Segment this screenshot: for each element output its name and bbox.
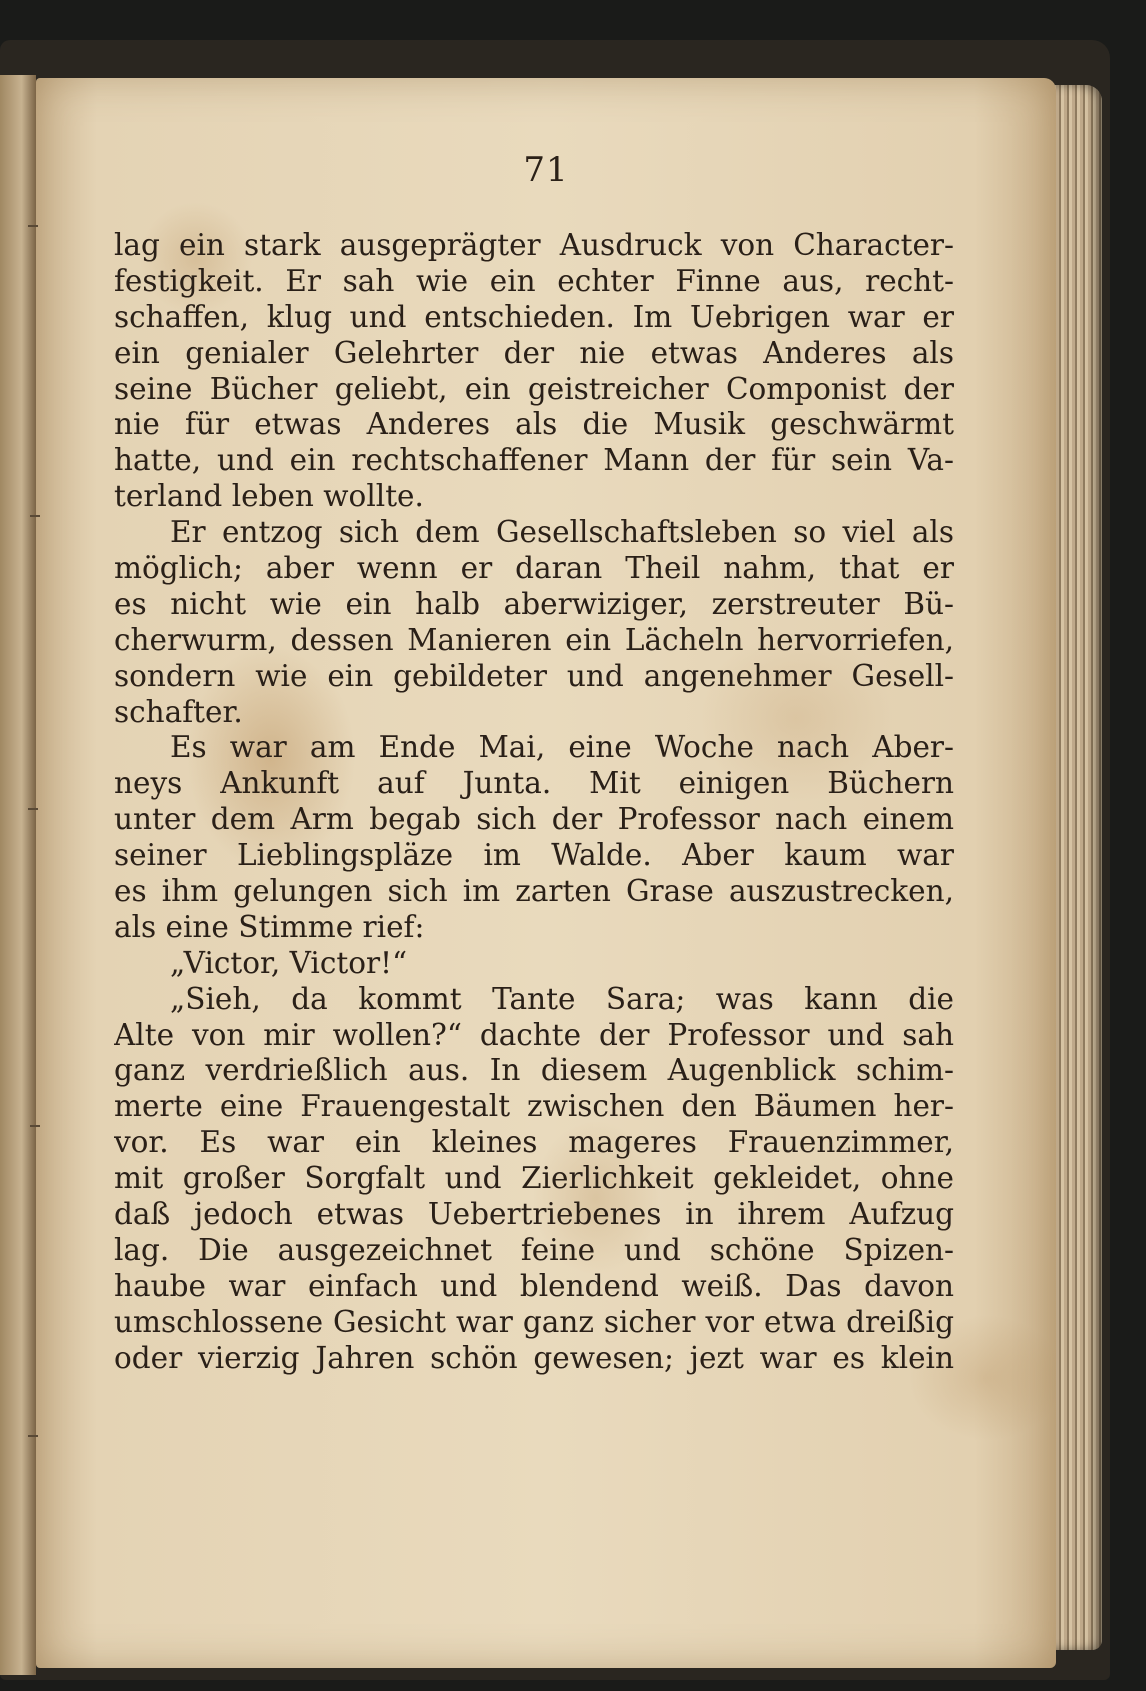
text-line: terland leben wollte. [114,479,424,514]
text-line: haube war einfach und blendend weiß. Das davon [114,1268,954,1303]
text-line: cherwurm, dessen Manieren ein Lächeln hervorriefen, [114,622,954,657]
gutter-mark [28,808,38,810]
book-page [36,78,1056,1668]
text-line: daß jedoch etwas Uebertriebenes in ihrem Aufzug [114,1197,954,1232]
gutter-mark [28,1435,38,1437]
text-line: lag. Die ausgezeichnet feine und schöne Spizen- [114,1232,954,1267]
text-line: unter dem Arm begab sich der Professor nach einem [114,802,954,837]
gutter-mark [28,225,38,227]
text-line: als eine Stimme rief: [114,909,425,944]
text-line: neys Ankunft auf Junta. Mit einigen Büchern [114,766,954,801]
text-line: merte eine Frauengestalt zwischen den Bäumen her- [114,1089,954,1124]
text-line: lag ein stark ausgeprägter Ausdruck von Character- [114,228,954,262]
text-line: umschlossene Gesicht war ganz sicher vor etwa dreißig [114,1304,954,1339]
text-line: möglich; aber wenn er daran Theil nahm, that er [114,551,954,586]
text-line: seiner Lieblingspläze im Walde. Aber kaum war [114,838,954,873]
text-line: Es war am Ende Mai, eine Woche nach Aber- [170,730,954,765]
text-line: es ihm gelungen sich im zarten Grase auszustrecken, [114,874,954,909]
text-line: „Sieh, da kommt Tante Sara; was kann die [170,981,954,1016]
text-line: sondern wie ein gebildeter und angenehmer Gesell- [114,658,954,693]
text-line: es nicht wie ein halb aberwiziger, zerstreuter Bü- [114,586,954,621]
text-line: schafter. [114,694,243,729]
text-line: ganz verdrießlich aus. In diesem Augenblick schim- [114,1053,954,1088]
text-line: oder vierzig Jahren schön gewesen; jezt war es klein [114,1340,954,1375]
text-line: schaffen, klug und entschieden. Im Uebrigen war er [114,299,954,334]
text-line: nie für etwas Anderes als die Musik geschwärmt [114,407,954,442]
text-line: vor. Es war ein kleines mageres Frauenzimmer, [114,1125,954,1160]
text-line: festigkeit. Er sah wie ein echter Finne aus, recht- [114,263,954,298]
gutter-mark [30,1125,40,1127]
gutter-mark [30,515,40,517]
text-line: Er entzog sich dem Gesellschaftsleben so viel als [170,515,954,550]
text-line: seine Bücher geliebt, ein geistreicher Componist der [114,371,954,406]
page-number: 71 [523,150,569,190]
text-line: ein genialer Gelehrter der nie etwas Anderes als [114,335,954,370]
text-line: mit großer Sorgfalt und Zierlichkeit gekleidet, ohne [114,1161,954,1196]
text-line: Alte von mir wollen?“ dachte der Professor und sah [114,1017,954,1052]
text-line: „Victor, Victor!“ [170,945,408,980]
body-text [114,228,954,1377]
text-line: hatte, und ein rechtschaffener Mann der für sein Va- [114,443,954,478]
